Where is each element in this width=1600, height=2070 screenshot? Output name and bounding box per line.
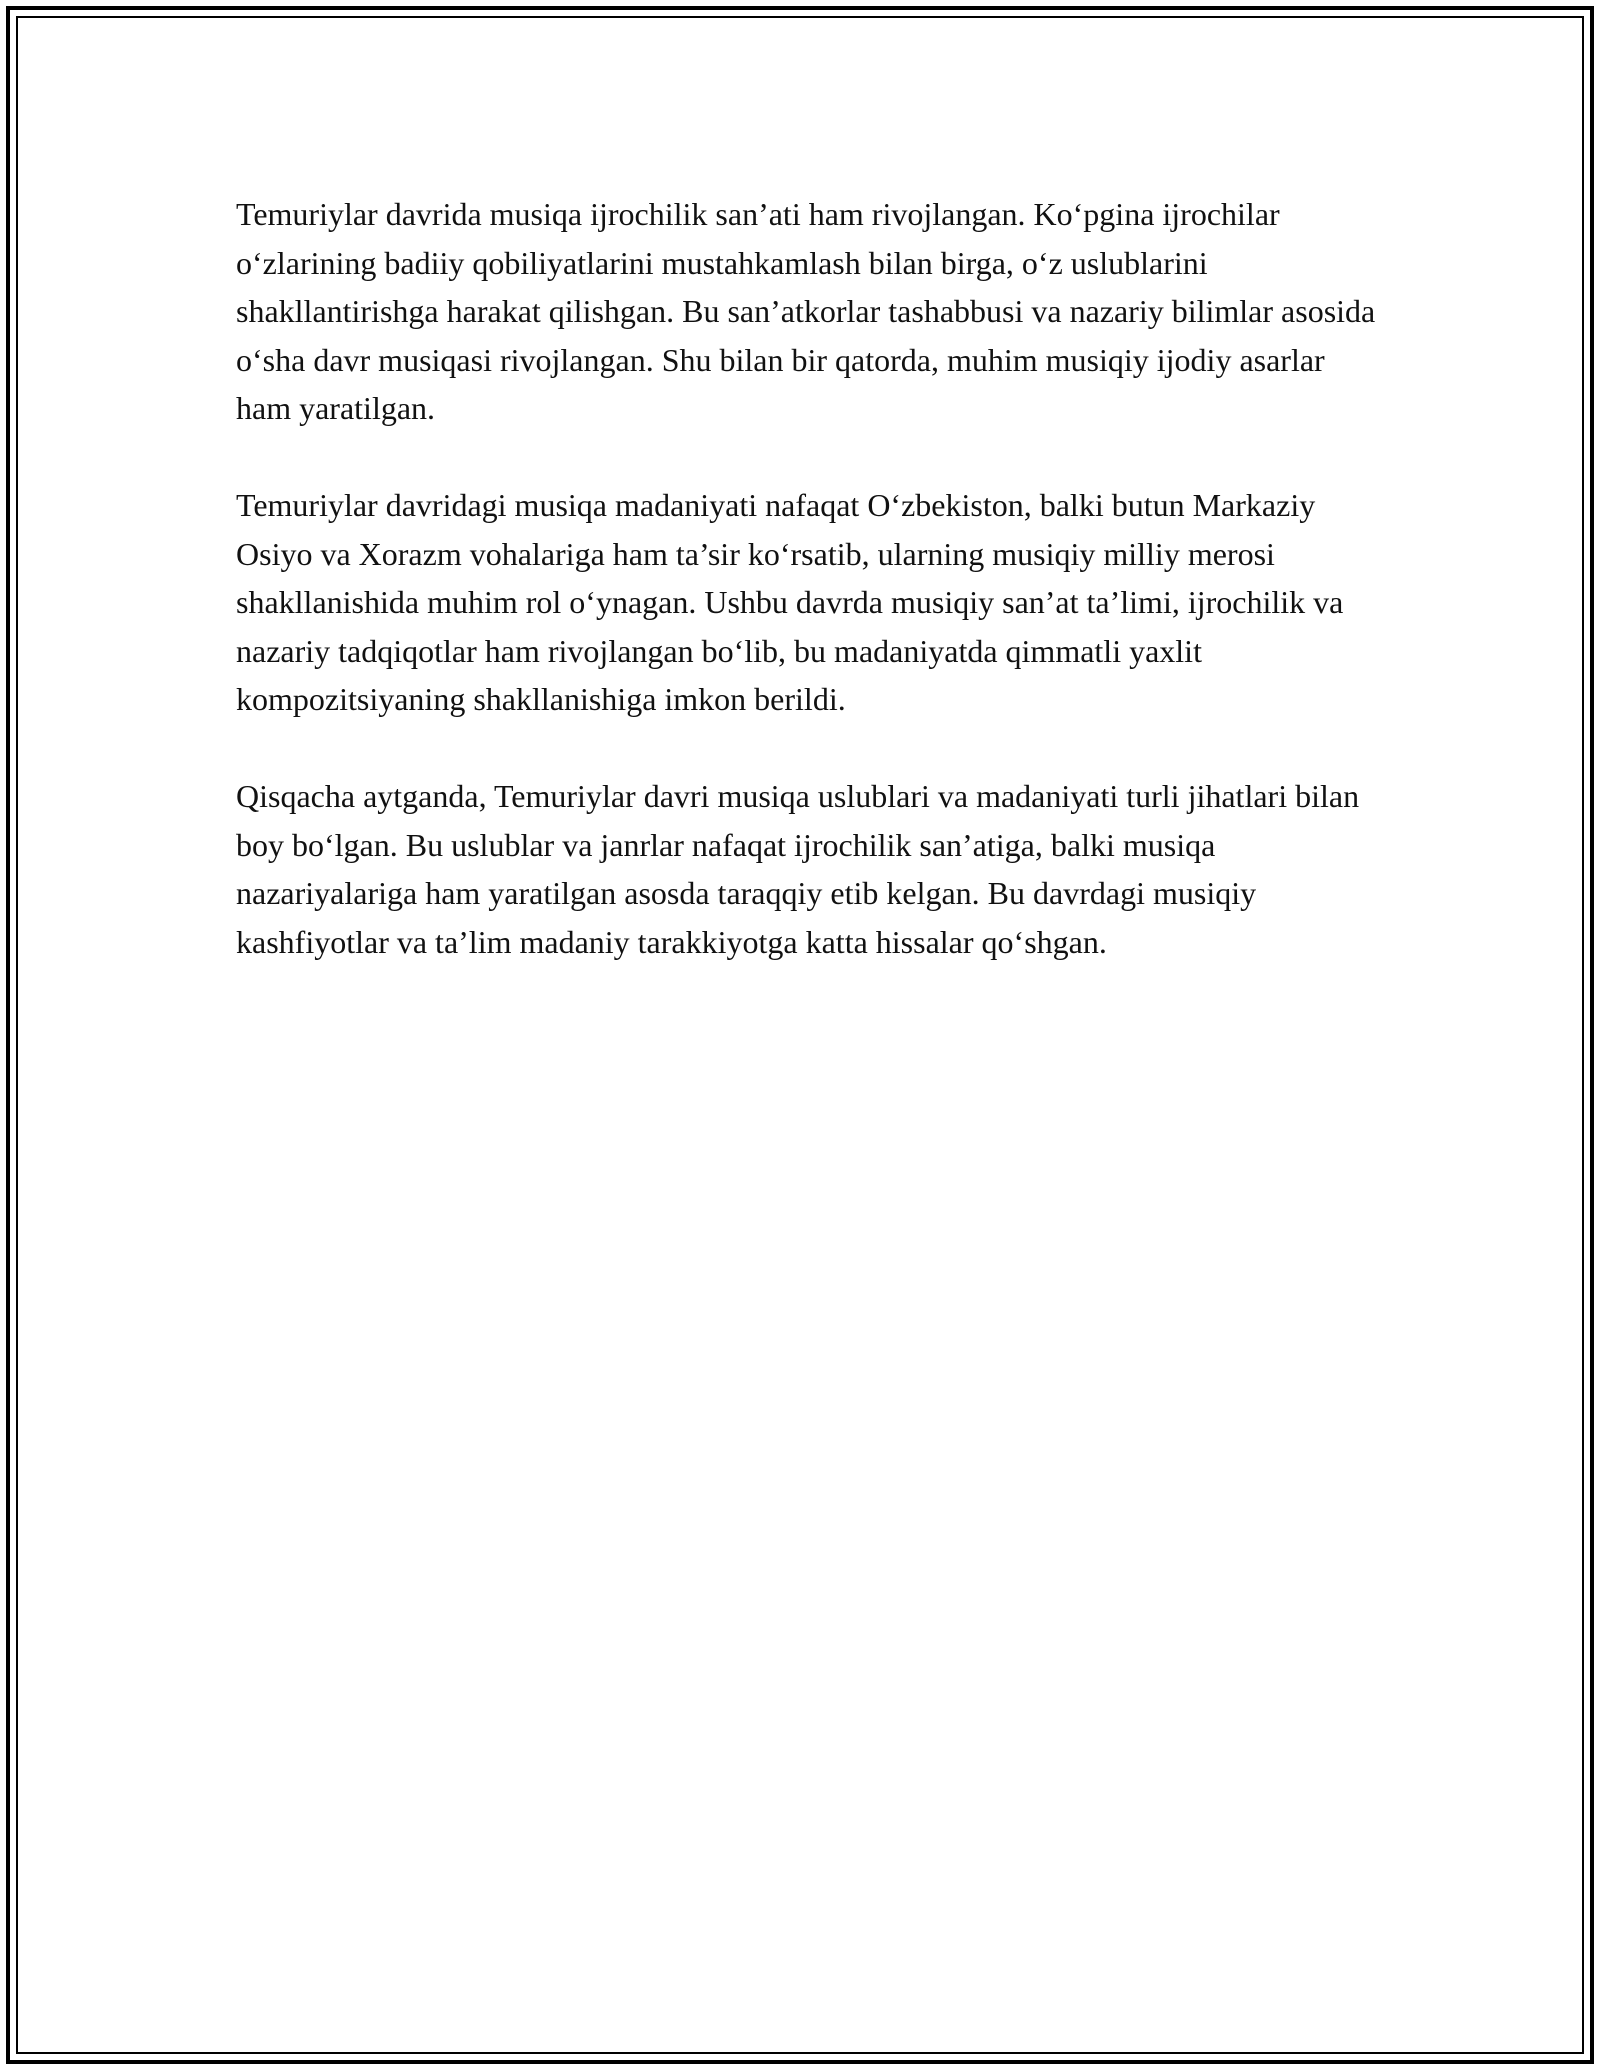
document-body [236,190,1376,1015]
paragraph-3: Qisqacha aytganda, Temuriylar davri musiqa uslublari va madaniyati turli jihatlari bilan boy bo‘lgan. Bu uslublar va janrlar nafaqat ijrochilik san’atiga, balki musiqa nazariyalariga ham yaratilgan asosda taraqqiy etib kelgan. Bu davrdagi musiqiy kashfiyotlar va ta’lim madaniy tarakkiyotga katta hissalar qo‘shgan. [236,778,1360,960]
paragraph-1: Temuriylar davrida musiqa ijrochilik san’ati ham rivojlangan. Ko‘pgina ijrochilar o‘zlarining badiiy qobiliyatlarini mustahkamlash bilan birga, o‘z uslublarini shakllantirishga harakat qilishgan. Bu san’atkorlar tashabbusi va nazariy bilimlar asosida o‘sha davr musiqasi rivojlangan. Shu bilan bir qatorda, muhim musiqiy ijodiy asarlar ham yaratilgan. [236,196,1376,426]
paragraph-2: Temuriylar davridagi musiqa madaniyati nafaqat O‘zbekiston, balki butun Markaziy Osiyo va Xorazm vohalariga ham ta’sir ko‘rsatib, ularning musiqiy milliy merosi shakllanishida muhim rol o‘ynagan. Ushbu davrda musiqiy san’at ta’limi, ijrochilik va nazariy tadqiqotlar ham rivojlangan bo‘lib, bu madaniyatda qimmatli yaxlit kompozitsiyaning shakllanishiga imkon berildi. [236,487,1344,717]
